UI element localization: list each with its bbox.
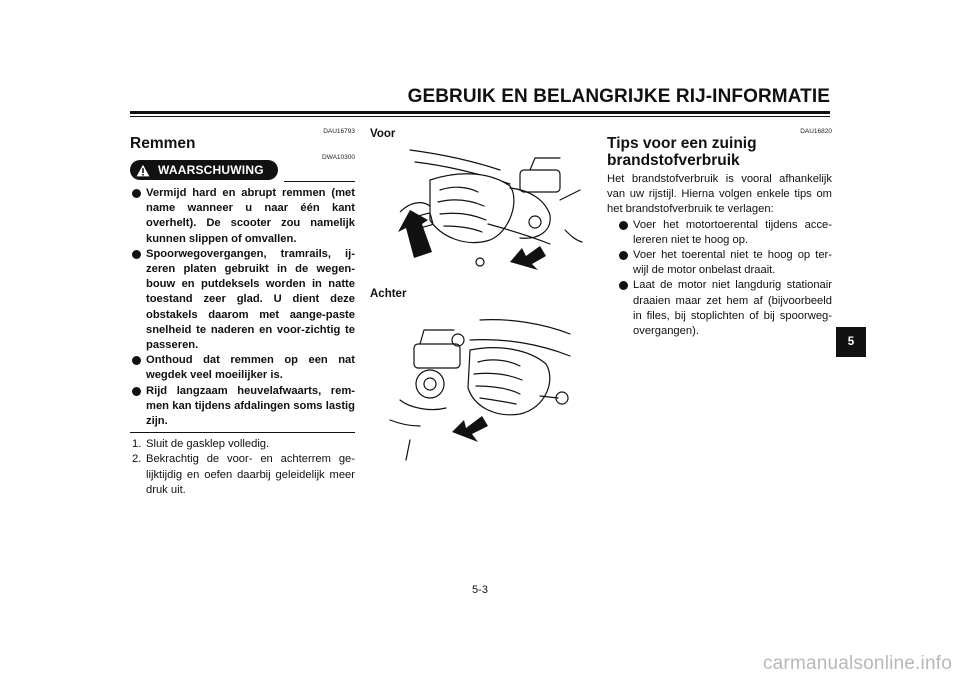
bullet-icon xyxy=(132,387,141,396)
list-item-text: Onthoud dat remmen op een nat wegdek veel moeilijker is. xyxy=(146,354,355,382)
front-brake-illustration xyxy=(370,140,585,280)
bullet-icon xyxy=(132,250,141,259)
list-item-text: Rijd langzaam heuvelafwaarts, rem-men kan tijdens afdalingen soms lastig zijn. xyxy=(146,384,355,428)
step-number: 2. xyxy=(132,453,142,466)
section-title: Tips voor een zuinig brandstofverbruik xyxy=(607,135,757,169)
list-item-text: Laat de motor niet langdurig stationair draaien maar zet hem af (bijvoorbeeld in files, bij stoplichten of bij spoorweg-overgangen). xyxy=(633,279,832,338)
step-number: 1. xyxy=(132,438,142,451)
list-item-text: Voer het motortoerental tijdens acce-lereren niet te hoog op. xyxy=(633,218,832,246)
warning-badge xyxy=(130,160,278,180)
warning-triangle-icon xyxy=(136,164,150,177)
list-item xyxy=(130,437,355,452)
illustrations xyxy=(370,128,585,475)
list-item xyxy=(617,248,832,278)
section-code: DAU16820 xyxy=(800,128,832,135)
step-text: Bekrachtig de voor- en achterrem ge-lijktijdig en oefen daarbij geleidelijk meer druk uit. xyxy=(146,453,355,496)
warning-code: DWA10300 xyxy=(322,154,355,161)
page-number: 5-3 xyxy=(472,584,488,596)
list-item xyxy=(617,218,832,248)
section-title: Remmen xyxy=(130,135,196,152)
section-code: DAU16793 xyxy=(323,128,355,135)
list-item xyxy=(617,278,832,339)
rear-brake-illustration xyxy=(370,300,585,475)
bullet-icon xyxy=(132,356,141,365)
warning-bottom-rule xyxy=(130,432,355,433)
bullet-icon xyxy=(619,221,628,230)
page-title: GEBRUIK EN BELANGRIJKE RIJ-INFORMATIE xyxy=(407,86,830,107)
list-item xyxy=(130,247,355,353)
tips-list xyxy=(617,218,832,340)
list-item-text: Voer het toerental niet te hoog op ter-wijl de motor onbelast draait. xyxy=(633,249,832,277)
bullet-icon xyxy=(132,189,141,198)
list-item xyxy=(130,384,355,430)
list-item xyxy=(130,452,355,498)
warning-top-rule xyxy=(284,181,355,182)
front-brake-label: Voor xyxy=(370,128,396,140)
list-item xyxy=(130,186,355,247)
warning-header xyxy=(130,154,355,186)
fuel-tips-section xyxy=(607,128,832,339)
brakes-section xyxy=(130,128,355,498)
watermark: carmanualsonline.info xyxy=(762,653,952,674)
bullet-icon xyxy=(619,251,628,260)
header-rule xyxy=(130,111,830,114)
list-item-text: Spoorwegovergangen, tramrails, ij-zeren platen gebruikt in de wegen-bouw en putdeksels worden in natte toestand zeer glad. U dient deze obstakels daarom met aange-paste snelheid te naderen en voor-zichtig te passeren. xyxy=(146,247,355,352)
warning-label: WAARSCHUWING xyxy=(158,163,264,177)
bullet-icon xyxy=(619,281,628,290)
steps-list xyxy=(130,437,355,498)
rear-brake-label: Achter xyxy=(370,288,407,300)
list-item xyxy=(130,353,355,383)
chapter-tab: 5 xyxy=(836,327,866,357)
warning-list xyxy=(130,186,355,429)
header-rule-thin xyxy=(130,116,830,117)
intro-text: Het brandstofverbruik is vooral afhankelijk van uw rijstijl. Hierna volgen enkele tips om het brandstofverbruik te verlagen: xyxy=(607,173,832,216)
list-item-text: Vermijd hard en abrupt remmen (met name wanneer u naar één kant overhelt). De scooter zou namelijk kunnen slippen of omvallen. xyxy=(146,187,355,245)
step-text: Sluit de gasklep volledig. xyxy=(146,438,270,451)
